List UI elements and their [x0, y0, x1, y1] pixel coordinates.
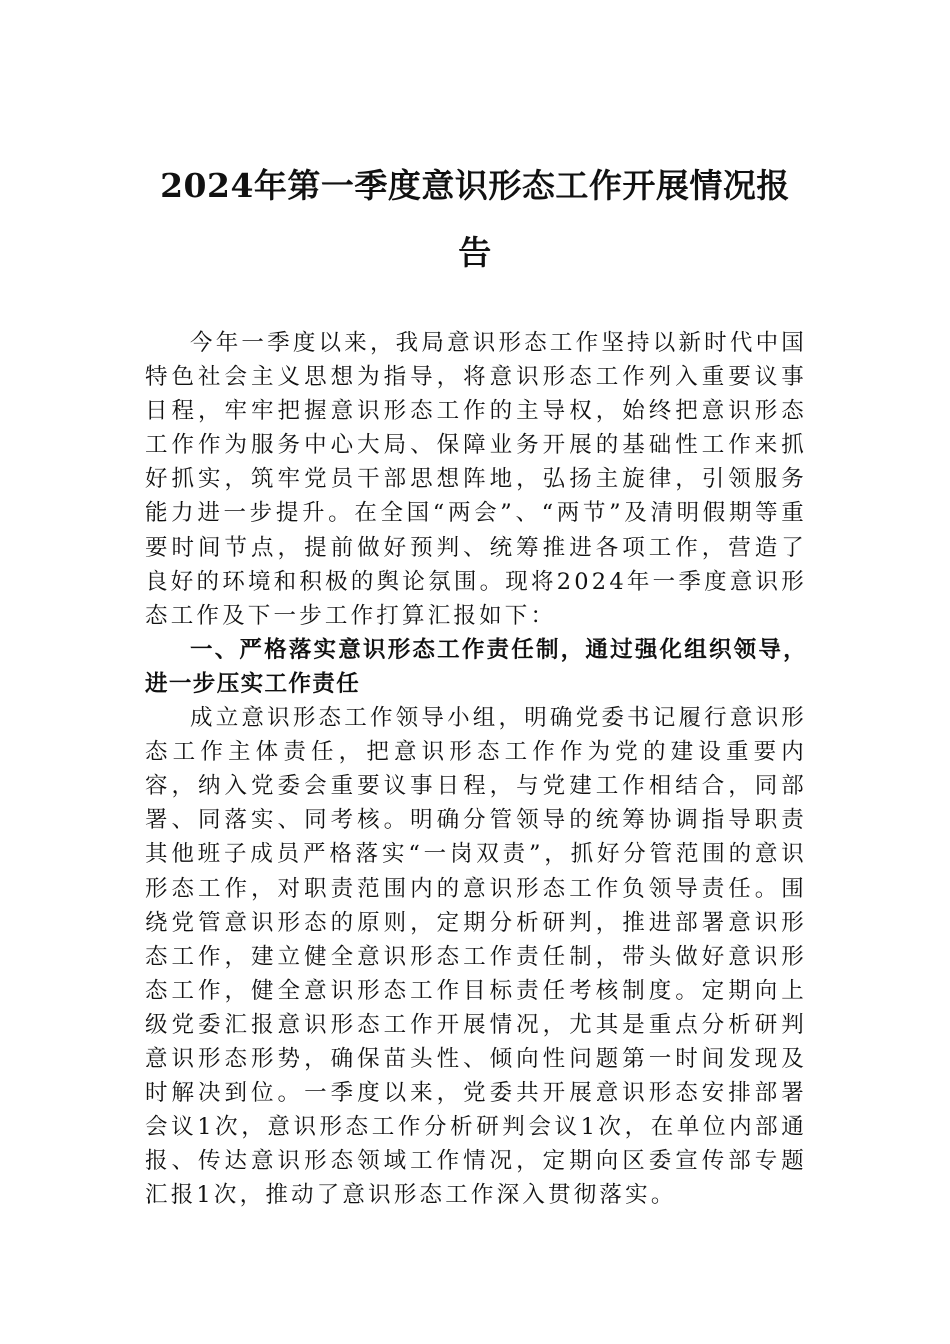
document-title-line-2: 告: [458, 233, 492, 272]
section-heading-1: 一、严格落实意识形态工作责任制，通过强化组织领导，进一步压实工作责任: [145, 636, 807, 697]
section-1-paragraph: 成立意识形态工作领导小组，明确党委书记履行意识形态工作主体责任，把意识形态工作作为党的建设重要内容，纳入党委会重要议事日程，与党建工作相结合，同部署、同落实、同考核。明确分管领导的统筹协调指导职责其他班子成员严格落实“一岗双责”，抓好分管范围的意识形态工作，对职责范围内的意识形态工作负领导责任。围绕党管意识形态的原则，定期分析研判，推进部署意识形态工作，建立健全意识形态工作责任制，带头做好意识形态工作，健全意识形态工作目标责任考核制度。定期向上级党委汇报意识形态工作开展情况，尤其是重点分析研判意识形态形势，确保苗头性、倾向性问题第一时间发现及时解决到位。一季度以来，党委共开展意识形态安排部署会议1次，意识形态工作分析研判会议1次，在单位内部通报、传达意识形态领域工作情况，定期向区委宣传部专题汇报1次，推动了意识形态工作深入贯彻落实。: [145, 705, 807, 1209]
intro-paragraph: 今年一季度以来，我局意识形态工作坚持以新时代中国特色社会主义思想为指导，将意识形态工作列入重要议事日程，牢牢把握意识形态工作的主导权，始终把意识形态工作作为服务中心大局、保障业务开展的基础性工作来抓好抓实，筑牢党员干部思想阵地，弘扬主旋律，引领服务能力进一步提升。在全国“两会”、“两节”及清明假期等重要时间节点，提前做好预判、统筹推进各项工作，营造了良好的环境和积极的舆论氛围。现将2024年一季度意识形态工作及下一步工作打算汇报如下：: [145, 330, 807, 629]
document-body: [145, 326, 807, 1212]
document-title-line-1: 2024年第一季度意识形态工作开展情况报: [160, 166, 790, 205]
